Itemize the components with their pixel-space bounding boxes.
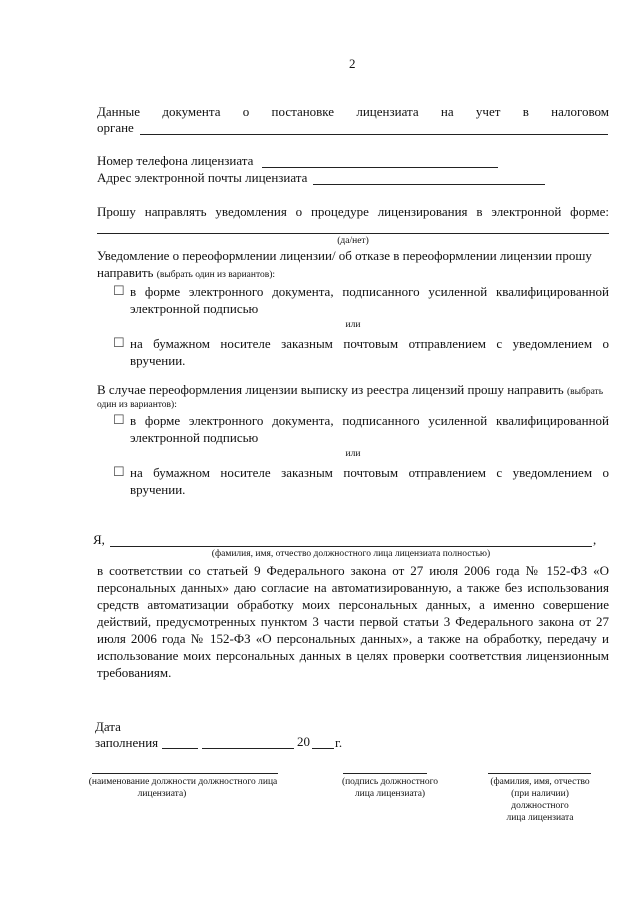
signature-caption-line2: лица лицензиата) [354,789,426,799]
reissue-electronic-option-line2: электронной подписью [130,301,259,316]
tax-word: налоговом [551,104,609,119]
tax-word: учет [475,104,501,119]
electronic-notification-request [97,204,609,220]
reissue-paper-checkbox[interactable]: ☐ [113,335,125,350]
reissue-paper-option-line1: на бумажном носителе заказным почтовым отправлением с уведомлением о [130,336,609,351]
consent-line: персональных данных» даю согласие на автоматизированную, а также без использования [97,580,609,595]
request-word: о [295,204,303,219]
date-day-field[interactable] [162,748,198,749]
extract-line1 [97,382,603,398]
full-name-caption-line3: должностного [511,801,569,811]
official-name-field[interactable] [110,546,592,547]
extract-hint: (выбрать [566,387,604,397]
full-name-field[interactable] [488,773,591,774]
full-name-caption-line1: (фамилия, имя, отчество [490,777,590,787]
extract-paper-option-line2: вручении. [130,482,186,497]
full-name-caption-line2: (при наличии) [511,789,569,799]
phone-label: Номер телефона лицензиата [97,153,254,168]
extract-hint-line2: один из вариантов): [97,400,177,410]
consent-line: использование моих персональных данных в целях проверки соответствия лицензионным [97,648,609,663]
request-word: электронной [491,204,562,219]
request-word: процедуре [310,204,369,219]
request-word: уведомления [215,204,287,219]
reissue-or-label: или [345,320,361,330]
extract-paper-option-line1: на бумажном носителе заказным почтовым отправлением с уведомлением о [130,465,609,480]
official-name-caption: (фамилия, имя, отчество должностного лица лицензиата полностью) [211,549,491,559]
request-word: форме: [570,204,609,219]
consent-line: июля 2006 года № 152-ФЗ «О персональных данных», а также на обработку, передачу и [97,631,609,646]
consent-line: действий, предусмотренных пунктом 3 части первой статьи 3 Федерального закона от 27 [97,614,609,629]
signature-field[interactable] [343,773,427,774]
date-year-suffix: г. [335,735,343,750]
tax-registration-field[interactable] [140,134,608,135]
phone-field[interactable] [262,167,498,168]
tax-word: документа [162,104,221,119]
date-year-prefix: 20 [297,734,310,749]
tax-word: о [242,104,250,119]
reissue-notice-line1: Уведомление о переоформлении лицензии/ об отказе в переоформлении лицензии прошу [97,248,592,263]
tax-word: в [522,104,529,119]
email-field[interactable] [313,184,545,185]
request-word: лицензирования [377,204,468,219]
extract-electronic-option-line2: электронной подписью [130,430,259,445]
position-field[interactable] [92,773,278,774]
reissue-notice-hint: (выбрать один из вариантов): [156,270,276,280]
reissue-notice-line2 [97,265,275,281]
date-label-line1: Дата [95,719,121,734]
reissue-electronic-checkbox[interactable]: ☐ [113,283,125,298]
extract-electronic-option-line1: в форме электронного документа, подписанного усиленной квалифицированной [130,413,609,428]
date-label-line2: заполнения [95,735,159,750]
position-caption-line1: (наименование должности должностного лица [88,777,278,787]
consent-ya: Я, [93,532,105,547]
yes-no-field[interactable] [97,233,609,234]
extract-or-label: или [345,449,361,459]
date-month-field[interactable] [202,748,294,749]
consent-line: средств автоматизации обработку моих персональных данных, а именно совершение [97,597,609,612]
tax-registration-label [97,104,609,120]
reissue-paper-option-line2: вручении. [130,353,186,368]
tax-word: Данные [97,104,141,119]
page-number: 2 [349,56,356,71]
full-name-caption-line4: лица лицензиата [506,813,574,823]
request-word: в [476,204,483,219]
extract-electronic-checkbox[interactable]: ☐ [113,412,125,427]
consent-line: в соответствии со статьей 9 Федерального закона от 27 июля 2006 года № 152-ФЗ «О [97,563,609,578]
tax-organ-label: органе [97,120,134,135]
date-year-field[interactable] [312,748,334,749]
yes-no-caption: (да/нет) [337,236,369,246]
request-word: направлять [144,204,207,219]
email-label: Адрес электронной почты лицензиата [97,170,308,185]
consent-line: требованиям. [97,665,172,680]
signature-caption-line1: (подпись должностного [341,777,439,787]
extract-text: В случае переоформления лицензии выписку из реестра лицензий прошу направить [97,382,564,397]
tax-word: постановке [271,104,335,119]
reissue-notice-text: направить [97,265,154,280]
reissue-electronic-option-line1: в форме электронного документа, подписанного усиленной квалифицированной [130,284,609,299]
extract-paper-checkbox[interactable]: ☐ [113,464,125,479]
tax-word: на [440,104,454,119]
consent-comma: , [593,532,597,547]
tax-word: лицензиата [356,104,419,119]
request-word: Прошу [97,204,136,219]
position-caption-line2: лицензиата) [137,789,187,799]
